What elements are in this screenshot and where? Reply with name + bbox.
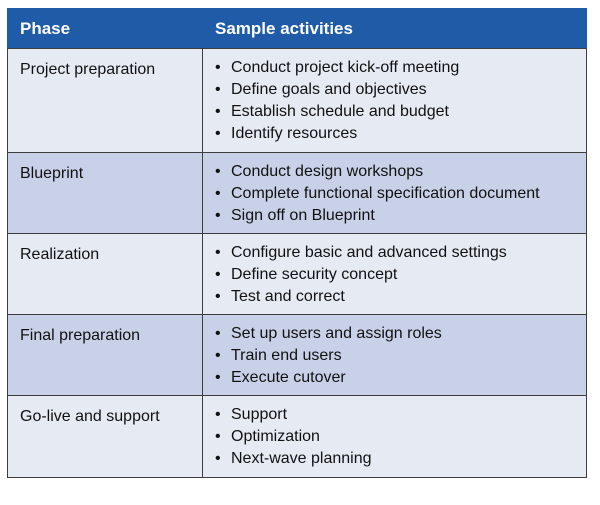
bullet: •	[215, 406, 221, 423]
activity-list	[215, 161, 574, 227]
bullet: •	[215, 125, 221, 142]
activity-text: Set up users and assign roles	[231, 325, 442, 342]
list-item	[215, 123, 574, 145]
table-row	[8, 49, 587, 153]
table-row	[8, 396, 587, 478]
list-item	[215, 345, 574, 367]
bullet: •	[215, 450, 221, 467]
activity-text: Optimization	[231, 428, 320, 445]
phase-cell: Project preparation	[8, 49, 203, 153]
phase-cell: Go-live and support	[8, 396, 203, 478]
phase-cell: Blueprint	[8, 153, 203, 234]
activity-list	[215, 242, 574, 308]
phase-activities-table	[7, 8, 587, 478]
list-item	[215, 367, 574, 389]
bullet: •	[215, 347, 221, 364]
activity-list	[215, 404, 574, 470]
table-row	[8, 153, 587, 234]
phase-cell: Final preparation	[8, 315, 203, 396]
bullet: •	[215, 288, 221, 305]
activity-text: Train end users	[231, 347, 342, 364]
activities-cell	[203, 315, 587, 396]
list-item	[215, 448, 574, 470]
activity-text: Test and correct	[231, 288, 345, 305]
bullet: •	[215, 207, 221, 224]
bullet: •	[215, 325, 221, 342]
table-header-row	[8, 9, 587, 49]
activities-cell	[203, 234, 587, 315]
list-item	[215, 286, 574, 308]
list-item	[215, 323, 574, 345]
list-item	[215, 264, 574, 286]
list-item	[215, 242, 574, 264]
bullet: •	[215, 185, 221, 202]
activity-text: Sign off on Blueprint	[231, 207, 375, 224]
list-item	[215, 101, 574, 123]
activity-list	[215, 57, 574, 145]
table-row	[8, 315, 587, 396]
phase-cell: Realization	[8, 234, 203, 315]
bullet: •	[215, 369, 221, 386]
activity-text: Conduct design workshops	[231, 163, 424, 180]
activity-text: Configure basic and advanced settings	[231, 244, 507, 261]
activities-cell	[203, 49, 587, 153]
list-item	[215, 161, 574, 183]
activity-text: Complete functional specification document	[231, 185, 540, 202]
activity-list	[215, 323, 574, 389]
list-item	[215, 79, 574, 101]
activity-text: Conduct project kick-off meeting	[231, 59, 460, 76]
bullet: •	[215, 163, 221, 180]
activity-text: Support	[231, 406, 288, 423]
header-activities: Sample activities	[203, 9, 587, 49]
activity-text: Define security concept	[231, 266, 398, 283]
activities-cell	[203, 153, 587, 234]
bullet: •	[215, 266, 221, 283]
activity-text: Next-wave planning	[231, 450, 372, 467]
list-item	[215, 426, 574, 448]
activity-text: Execute cutover	[231, 369, 346, 386]
activity-text: Identify resources	[231, 125, 358, 142]
activities-cell	[203, 396, 587, 478]
table-row	[8, 234, 587, 315]
bullet: •	[215, 428, 221, 445]
bullet: •	[215, 103, 221, 120]
bullet: •	[215, 81, 221, 98]
activity-text: Define goals and objectives	[231, 81, 427, 98]
activity-text: Establish schedule and budget	[231, 103, 449, 120]
header-phase: Phase	[8, 9, 203, 49]
list-item	[215, 205, 574, 227]
list-item	[215, 404, 574, 426]
list-item	[215, 57, 574, 79]
list-item	[215, 183, 574, 205]
bullet: •	[215, 244, 221, 261]
bullet: •	[215, 59, 221, 76]
